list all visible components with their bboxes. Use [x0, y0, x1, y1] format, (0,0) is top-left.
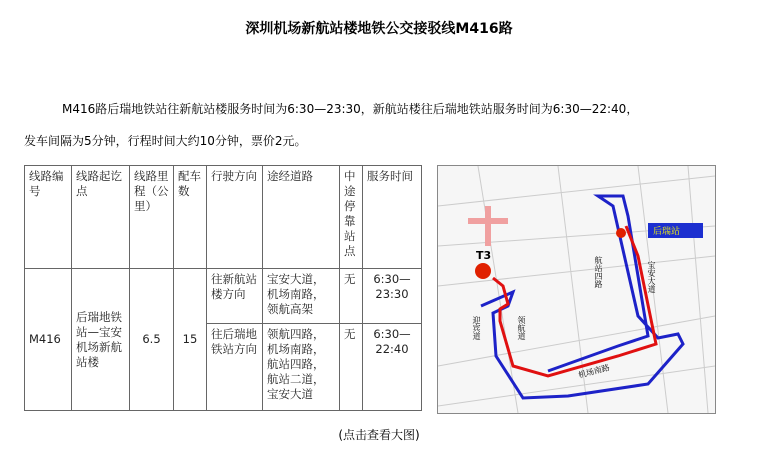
road-label: 领航道 [517, 316, 526, 340]
roads: 领航四路，机场南路，航站四路，航站二道，宝安大道 [263, 324, 340, 411]
stops: 无 [340, 269, 363, 324]
header-direction: 行驶方向 [207, 166, 263, 269]
route-endpoints: 后瑞地铁站—宝安机场新航站楼 [72, 269, 130, 411]
header-vehicles: 配车数 [174, 166, 207, 269]
route-number: M416 [25, 269, 72, 411]
page-title: 深圳机场新航站楼地铁公交接驳线M416路 [245, 21, 513, 37]
intro-line-2: 发车间隔为5分钟，行程时间大约10分钟，票价2元。 [24, 134, 307, 148]
header-roads: 途经道路 [263, 166, 340, 269]
terminal-label: T3 [476, 249, 492, 262]
road-label: 迎宾道 [472, 316, 481, 340]
road-label: 宝安大道 [647, 261, 656, 293]
header-stops: 中途停靠站点 [340, 166, 363, 269]
header-distance: 线路里程（公里） [130, 166, 174, 269]
road-label: 机场南路 [577, 363, 611, 380]
service-time: 6:30—23:30 [363, 269, 422, 324]
header-route-number: 线路编号 [25, 166, 72, 269]
roads: 宝安大道，机场南路，领航高架 [263, 269, 340, 324]
station-label: 后瑞站 [653, 227, 681, 237]
header-endpoints: 线路起讫点 [72, 166, 130, 269]
route-vehicles: 15 [174, 269, 207, 411]
route-table [24, 165, 422, 411]
route-map-image[interactable] [437, 165, 716, 414]
road-label: 航站四路 [594, 256, 603, 288]
route-distance: 6.5 [130, 269, 174, 411]
view-larger-link[interactable]: (点击查看大图) [338, 428, 420, 442]
service-time: 6:30—22:40 [363, 324, 422, 411]
direction: 往后瑞地铁站方向 [207, 324, 263, 411]
stops: 无 [340, 324, 363, 411]
station-marker-icon [616, 228, 626, 238]
header-service-time: 服务时间 [363, 166, 422, 269]
terminal-marker-icon [475, 263, 491, 279]
intro-line-1: M416路后瑞地铁站往新航站楼服务时间为6:30—23:30，新航站楼往后瑞地铁站服务时间为6:30—22:40， [62, 102, 639, 116]
direction: 往新航站楼方向 [207, 269, 263, 324]
